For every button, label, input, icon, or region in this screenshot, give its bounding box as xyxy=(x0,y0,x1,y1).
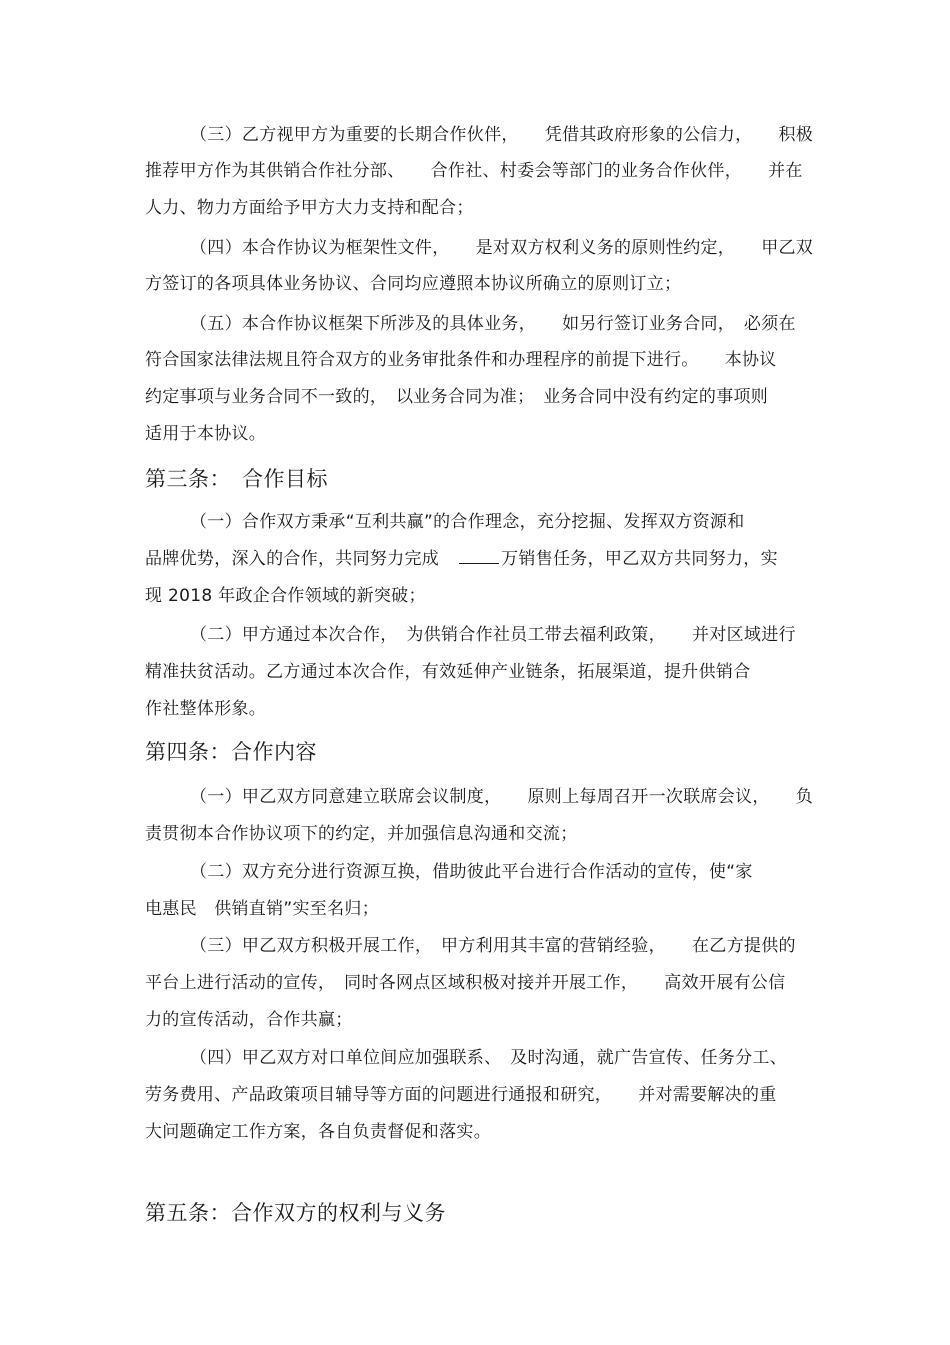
paragraph-text: 品牌优势，深入的合作，共同努力完成 xyxy=(145,549,440,569)
paragraph-line: 方签订的各项具体业务协议、合同均应遵照本协议所确立的原则订立； xyxy=(145,274,682,294)
blank-underline xyxy=(459,549,499,564)
paragraph-line: 大问题确定工作方案，各自负责督促和落实。 xyxy=(145,1122,491,1142)
paragraph-line: 现 2018 年政企合作领域的新突破； xyxy=(145,586,426,606)
paragraph-line: （一）甲乙双方同意建立联席会议制度， 原则上每周召开一次联席会议， 负 xyxy=(190,787,814,807)
paragraph-line: 适用于本协议。 xyxy=(145,424,267,444)
paragraph-line: 约定事项与业务合同不一致的， 以业务合同为准； 业务合同中没有约定的事项则 xyxy=(145,387,769,407)
section-heading: 第五条：合作双方的权利与义务 xyxy=(145,1201,446,1225)
section-heading: 第四条：合作内容 xyxy=(145,740,317,764)
paragraph-line: （二）双方充分进行资源互换，借助彼此平台进行合作活动的宣传，使“家 xyxy=(190,862,753,882)
paragraph-line: 符合国家法律法规且符合双方的业务审批条件和办理程序的前提下进行。 本协议 xyxy=(145,350,777,370)
paragraph-line: 推荐甲方作为其供销合作社分部、 合作社、村委会等部门的业务合作伙伴， 并在 xyxy=(145,161,803,181)
paragraph-line: （四）甲乙双方对口单位间应加强联系、 及时沟通，就广告宣传、任务分工、 xyxy=(190,1048,787,1068)
paragraph-line: （三）乙方视甲方为重要的长期合作伙伴， 凭借其政府形象的公信力， 积极 xyxy=(190,125,814,145)
paragraph-line: 作社整体形象。 xyxy=(145,699,267,719)
paragraph-line: （三）甲乙双方积极开展工作， 甲方利用其丰富的营销经验， 在乙方提供的 xyxy=(190,936,796,956)
paragraph-line: 责贯彻本合作协议项下的约定，并加强信息沟通和交流； xyxy=(145,824,578,844)
paragraph-line: 劳务费用、产品政策项目辅导等方面的问题进行通报和研究， 并对需要解决的重 xyxy=(145,1085,777,1105)
paragraph-text: 万销售任务，甲乙双方共同努力，实 xyxy=(501,549,778,569)
paragraph-line: （一）合作双方秉承“互利共赢”的合作理念，充分挖掘、发挥双方资源和 xyxy=(190,512,745,532)
paragraph-line: （四）本合作协议为框架性文件， 是对双方权利义务的原则性约定， 甲乙双 xyxy=(190,238,814,258)
paragraph-line: 电惠民 供销直销”实至名归； xyxy=(145,899,380,919)
paragraph-line: 力的宣传活动，合作共赢； xyxy=(145,1010,353,1030)
paragraph-line: 精准扶贫活动。乙方通过本次合作，有效延伸产业链条，拓展渠道，提升供销合 xyxy=(145,662,751,682)
paragraph-line: 人力、物力方面给予甲方大力支持和配合； xyxy=(145,198,474,218)
paragraph-line: 平台上进行活动的宣传， 同时各网点区域积极对接并开展工作， 高效开展有公信 xyxy=(145,973,786,993)
paragraph-line xyxy=(145,548,778,570)
paragraph-line: （二）甲方通过本次合作， 为供销合作社员工带去福利政策， 并对区域进行 xyxy=(190,625,796,645)
paragraph-line: （五）本合作协议框架下所涉及的具体业务， 如另行签订业务合同， 必须在 xyxy=(190,314,796,334)
section-heading: 第三条： 合作目标 xyxy=(145,467,328,491)
